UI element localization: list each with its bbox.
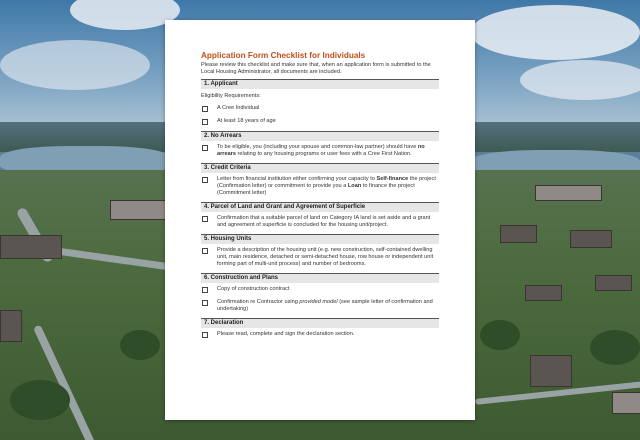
checklist-item	[201, 118, 439, 125]
tree	[120, 330, 160, 360]
item-text-part: Provide a description of the housing unit (e.g. new construction, self-contained dwelling unit, main residence, detached or semi-detached house, row house or independent unit forming part of multi-unit process) and number of bedrooms.	[217, 247, 434, 267]
checklist-document	[165, 20, 475, 420]
building	[570, 230, 612, 248]
section-heading: 4. Parcel of Land and Grant and Agreement of Superficie	[201, 202, 439, 212]
building	[500, 225, 537, 243]
item-text-part: Letter from financial institution either confirming your capacity to	[217, 176, 377, 183]
section-heading: 1. Applicant	[201, 79, 439, 89]
checklist-item	[201, 105, 439, 112]
item-text-part: (see sample letter of confirmation and undertaking)	[217, 299, 433, 312]
item-text	[217, 105, 439, 112]
item-text	[217, 215, 439, 228]
checkbox[interactable]	[202, 248, 208, 254]
item-text	[217, 118, 439, 125]
cloud	[520, 60, 640, 100]
checklist-section	[201, 273, 439, 312]
item-text-bold: Loan	[347, 182, 362, 189]
section-heading: 5. Housing Units	[201, 234, 439, 244]
cloud	[0, 40, 150, 90]
section-subheading: Eligibility Requirements:	[201, 93, 261, 100]
document-title: Application Form Checklist for Individuals	[201, 51, 366, 60]
item-text-part: the project (Confirmation letter) or commitment to provide you a	[217, 176, 436, 189]
item-text	[217, 299, 439, 312]
checklist-item	[201, 299, 439, 312]
item-text	[217, 144, 439, 157]
item-text-part: A Cree Individual	[217, 105, 260, 112]
checklist-section	[201, 318, 439, 338]
checkbox[interactable]	[202, 287, 208, 293]
tree	[590, 330, 640, 365]
item-text-part: Confirmation re Contractor using	[217, 299, 300, 306]
item-text	[217, 247, 439, 267]
tree	[480, 320, 520, 350]
section-heading: 2. No Arrears	[201, 131, 439, 141]
document-intro: Please review this checklist and make sure that, when an application form is submitted to the Local Housing Administrator, all documents are included.	[201, 62, 431, 75]
cloud	[470, 5, 640, 60]
checkbox[interactable]	[202, 145, 208, 151]
item-text	[217, 176, 439, 196]
checkbox[interactable]	[202, 177, 208, 183]
checklist-item	[201, 144, 439, 157]
item-text-bold: Self-finance	[376, 176, 409, 183]
item-text-bold: no arrears	[217, 144, 425, 157]
item-text-part: Please read, complete and sign the declaration section.	[217, 331, 355, 338]
checklist-section	[201, 79, 439, 125]
checkbox[interactable]	[202, 332, 208, 338]
checkbox[interactable]	[202, 106, 208, 112]
checkbox[interactable]	[202, 216, 208, 222]
building	[525, 285, 562, 301]
building	[595, 275, 632, 291]
checklist-item	[201, 247, 439, 267]
checklist-section	[201, 131, 439, 157]
document-content	[201, 51, 439, 344]
building	[612, 392, 640, 414]
checkbox[interactable]	[202, 119, 208, 125]
item-text-italic: provided model	[299, 299, 338, 306]
checklist-sections	[201, 79, 439, 338]
item-text	[217, 331, 439, 338]
item-text-part: To be eligible, you (including your spouse and common-law partner) should have	[217, 144, 418, 151]
tree	[10, 380, 70, 420]
checklist-item	[201, 331, 439, 338]
checklist-section	[201, 202, 439, 228]
checklist-item	[201, 176, 439, 196]
section-heading: 6. Construction and Plans	[201, 273, 439, 283]
checklist-section	[201, 234, 439, 267]
item-text-part: to finance the project (Commitment letter)	[217, 182, 415, 196]
checklist-item	[201, 215, 439, 228]
section-heading: 7. Declaration	[201, 318, 439, 328]
item-text-part: relating to any housing programs or user fees with a Cree First Nation.	[235, 150, 412, 157]
checkbox[interactable]	[202, 300, 208, 306]
building	[0, 310, 22, 342]
section-heading: 3. Credit Criteria	[201, 163, 439, 173]
checklist-section	[201, 163, 439, 196]
building	[110, 200, 167, 220]
item-text-part: Confirmation that a suitable parcel of land on Category IA land is set aside and a grant and agreement of superficie is concluded for the housing unit/project.	[217, 215, 431, 228]
item-text-part: Copy of construction contract	[217, 286, 290, 293]
building	[0, 235, 62, 259]
building	[535, 185, 602, 201]
item-text	[217, 286, 439, 293]
building	[530, 355, 572, 387]
item-text-part: At least 18 years of age	[217, 118, 276, 125]
checklist-item	[201, 286, 439, 293]
